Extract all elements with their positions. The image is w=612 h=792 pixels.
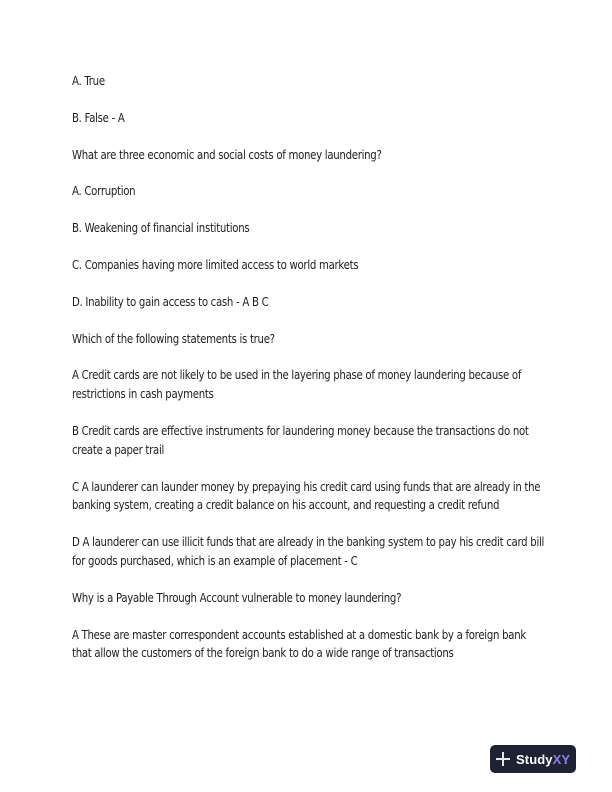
answer-option-false: B. False - A [72, 109, 125, 125]
answer-option-true: A. True [72, 73, 105, 88]
answer-option: A These are master correspondent accounts established at a domestic bank by a foreign bank that allow the customers of the foreign bank to do a wide range of transactions [72, 626, 526, 661]
answer-option: A Credit cards are not likely to be used in the layering phase of money laundering because of restrictions in cash payments [72, 367, 522, 402]
answer-option: D A launderer can use illicit funds that are already in the banking system to pay his credit card bill for goods purchased, which is an example of placement - C [72, 534, 545, 568]
question-economic-costs: What are three economic and social costs of money laundering? [72, 146, 382, 162]
brand-name [516, 752, 570, 767]
question-payable-through-account: Why is a Payable Through Account vulnerable to money laundering? [72, 589, 402, 605]
answer-option: B Credit cards are effective instruments for laundering money because the transactions do not create a paper trail [72, 422, 529, 457]
brand-name-part1: Study [516, 751, 553, 767]
studyxy-logo-badge[interactable] [490, 745, 576, 773]
answer-option: C. Companies having more limited access to world markets [72, 256, 359, 272]
answer-option: A. Corruption [72, 183, 136, 199]
brand-name-part2: XY [552, 751, 571, 767]
document-body [72, 72, 544, 681]
answer-option: B. Weakening of financial institutions [72, 220, 250, 236]
question-true-statement: Which of the following statements is true? [72, 330, 275, 346]
answer-option: D. Inability to gain access to cash - A B C [72, 293, 269, 309]
answer-option: C A launderer can launder money by prepaying his credit card using funds that are already in the banking system, creating a credit balance on his account, and requesting a credit refund [72, 478, 541, 513]
plus-icon [496, 752, 510, 766]
